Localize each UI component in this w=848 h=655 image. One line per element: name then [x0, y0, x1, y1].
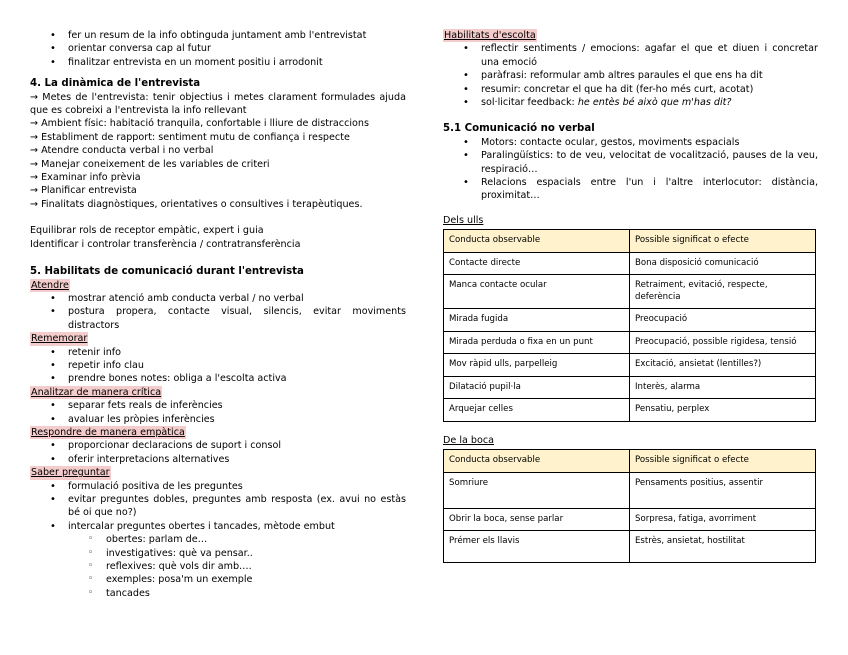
subheading-atendre: Atendre	[31, 279, 69, 291]
table-cell: Manca contacte ocular	[444, 275, 630, 309]
text-line: → Ambient físic: habitació tranquila, confortable i lliure de distraccions	[30, 118, 369, 130]
list-item	[443, 96, 818, 109]
feedback-label: sol·licitar feedback:	[481, 97, 578, 109]
text-line: → Finalitats diagnòstiques, orientatives o consultives i terapèutiques.	[30, 198, 363, 210]
text-line: → Establiment de rapport: sentiment mutu de confiança i respecte	[30, 131, 350, 143]
list-item: • intercalar preguntes obertes i tancades, mètode embut	[30, 520, 406, 533]
table-cell: Bona disposició comunicació	[630, 252, 816, 275]
table-cell: Preocupació, possible rigidesa, tensió	[630, 331, 816, 354]
table-cell: Dilatació pupil·la	[444, 376, 630, 399]
table-cell: Preocupació	[630, 309, 816, 332]
table-cell: Mirada fugida	[444, 309, 630, 332]
table-row	[444, 531, 816, 563]
analitzar-list	[30, 399, 406, 426]
table-header-row	[444, 230, 816, 253]
table-row	[444, 399, 816, 422]
text-line: → Examinar info prèvia	[30, 172, 141, 184]
list-item: ◦ tancades	[30, 587, 406, 600]
list-item: • Motors: contacte ocular, gestos, moviments espacials	[443, 136, 818, 149]
table-cell: Contacte directe	[444, 252, 630, 275]
table-cell: Retraiment, evitació, respecte, deferència	[630, 275, 816, 309]
list-item: • formulació positiva de les preguntes	[30, 480, 406, 493]
section-4-lines	[30, 91, 406, 212]
table-row	[444, 275, 816, 309]
list-item: • resumir: concretar el que ha dit (fer-ho més curt, acotat)	[443, 83, 818, 96]
text-line: Identificar i controlar transferència / contratransferència	[30, 238, 301, 250]
feedback-example: he entès bé això que m'has dit?	[577, 97, 732, 109]
list-item: • repetir info clau	[30, 359, 406, 372]
subheading-rememorar: Rememorar	[31, 333, 88, 345]
table-row	[444, 376, 816, 399]
rememorar-list	[30, 346, 406, 386]
table-cell: Mirada perduda o fixa en un punt	[444, 331, 630, 354]
subheading-respondre: Respondre de manera empàtica	[31, 426, 185, 438]
list-item: • postura propera, contacte visual, silencis, evitar moviments distractors	[30, 305, 406, 332]
table-row	[444, 252, 816, 275]
right-column	[443, 29, 818, 563]
table-row	[444, 508, 816, 531]
list-item: • mostrar atenció amb conducta verbal / no verbal	[30, 292, 406, 305]
table-title-ulls: Dels ulls	[443, 214, 484, 226]
list-item: ◦ obertes: parlam de…	[30, 533, 406, 546]
saber-preguntar-list	[30, 480, 406, 534]
table-cell: Pensaments positius, assentir	[630, 472, 816, 508]
section-5-heading: 5. Habilitats de comunicació durant l'entrevista	[30, 266, 304, 278]
list-item: • orientar conversa cap al futur	[30, 42, 406, 55]
section-5-1-heading: 5.1 Comunicació no verbal	[443, 123, 595, 135]
question-types-list	[30, 533, 406, 600]
table-cell: Somriure	[444, 472, 630, 508]
list-item: • evitar preguntes dobles, preguntes amb resposta (ex. avui no estàs bé oi que no?)	[30, 493, 406, 520]
table-cell: Obrir la boca, sense parlar	[444, 508, 630, 531]
subheading-saber-preguntar: Saber preguntar	[31, 467, 110, 479]
list-item: • avaluar les pròpies inferències	[30, 413, 406, 426]
text-line: → Manejar coneixement de les variables de criteri	[30, 158, 270, 170]
table-cell: Estrès, ansietat, hostilitat	[630, 531, 816, 563]
ulls-table	[443, 229, 816, 422]
list-item: • finalitzar entrevista en un moment positiu i arrodonit	[30, 56, 406, 69]
list-item: • fer un resum de la info obtinguda juntament amb l'entrevistat	[30, 29, 406, 42]
table-row	[444, 309, 816, 332]
list-item: • paràfrasi: reformular amb altres paraules el que ens ha dit	[443, 69, 818, 82]
boca-table	[443, 449, 816, 563]
intro-list	[30, 29, 406, 69]
table-cell: Prémer els llavis	[444, 531, 630, 563]
list-item: ◦ reflexives: què vols dir amb….	[30, 560, 406, 573]
text-line: → Planificar entrevista	[30, 185, 137, 197]
table-cell: Interès, alarma	[630, 376, 816, 399]
subheading-habilitats-escolta: Habilitats d'escolta	[444, 30, 536, 41]
section-4-heading: 4. La dinàmica de l'entrevista	[30, 78, 201, 90]
respondre-list	[30, 439, 406, 466]
table-cell: Pensatiu, perplex	[630, 399, 816, 422]
list-item: • Paralingüístics: to de veu, velocitat de vocalització, pauses de la veu, respiració…	[443, 149, 818, 176]
list-item: • retenir info	[30, 346, 406, 359]
text-line: Equilibrar rols de receptor empàtic, expert i guia	[30, 225, 264, 237]
list-item: ◦ exemples: posa'm un exemple	[30, 573, 406, 586]
table-cell: Mov ràpid ulls, parpelleig	[444, 354, 630, 377]
list-item: • oferir interpretacions alternatives	[30, 453, 406, 466]
escolta-list	[443, 42, 818, 109]
header-cell: Possible significat o efecte	[630, 230, 816, 253]
table-row	[444, 331, 816, 354]
subheading-analitzar: Analitzar de manera crítica	[31, 386, 162, 398]
table-title-boca: De la boca	[443, 434, 495, 446]
table-cell: Arquejar celles	[444, 399, 630, 422]
list-item: • prendre bones notes: obliga a l'escolta activa	[30, 372, 406, 385]
list-item: • Relacions espacials entre l'un i l'altre interlocutor: distància, proximitat…	[443, 176, 818, 203]
header-cell: Conducta observable	[444, 450, 630, 473]
table-row	[444, 354, 816, 377]
header-cell: Possible significat o efecte	[630, 450, 816, 473]
list-item: • proporcionar declaracions de suport i consol	[30, 439, 406, 452]
table-cell: Excitació, ansietat (lentilles?)	[630, 354, 816, 377]
list-item: ◦ investigatives: què va pensar..	[30, 547, 406, 560]
table-header-row	[444, 450, 816, 473]
text-line: → Atendre conducta verbal i no verbal	[30, 145, 214, 157]
header-cell: Conducta observable	[444, 230, 630, 253]
table-cell: Sorpresa, fatiga, avorriment	[630, 508, 816, 531]
atendre-list	[30, 292, 406, 332]
left-column	[30, 29, 406, 600]
list-item: • separar fets reals de inferències	[30, 399, 406, 412]
no-verbal-list	[443, 136, 818, 203]
list-item: • reflectir sentiments / emocions: agafar el que et diuen i concretar una emoció	[443, 42, 818, 69]
table-row	[444, 472, 816, 508]
text-line: → Metes de l'entrevista: tenir objectius i metes clarament formulades ajuda que es cobreixi a l'entrevista la info rellevant	[30, 91, 406, 117]
